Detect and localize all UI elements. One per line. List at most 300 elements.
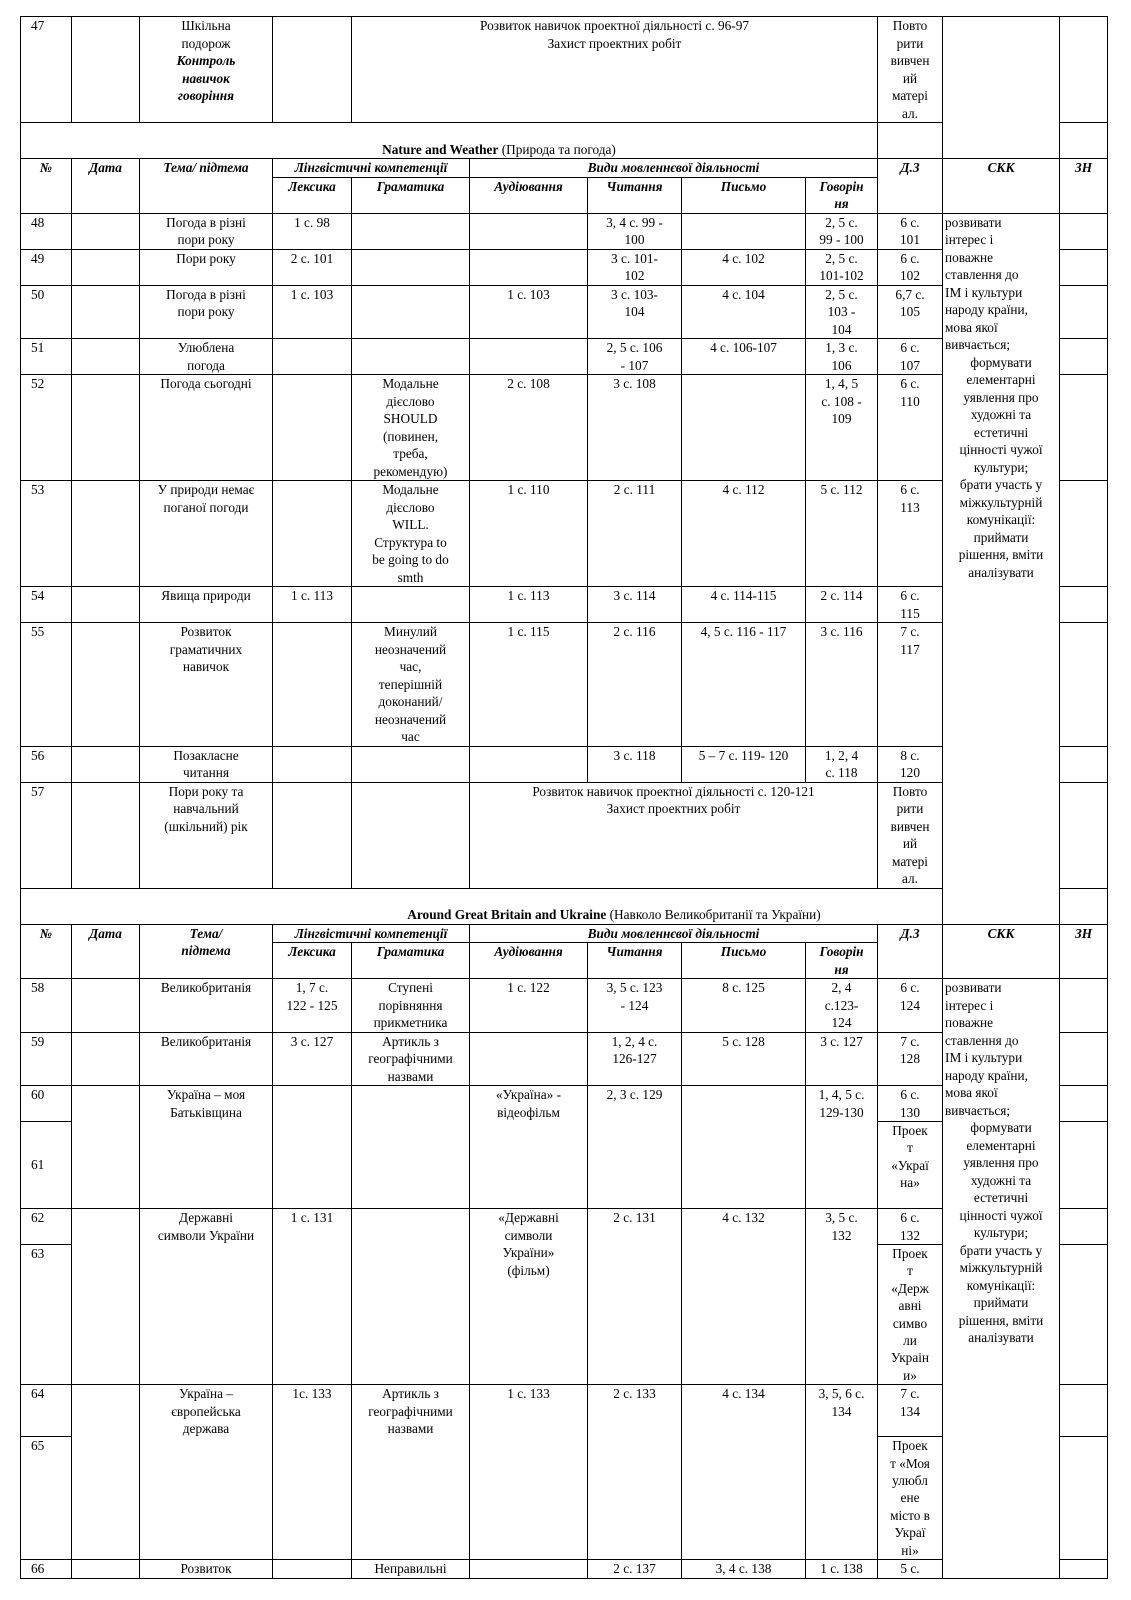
lesson-number: 61 [21,1122,72,1209]
lexis-cell [273,1385,352,1560]
listening-cell [470,1385,588,1560]
cell-line: Явища природи [161,588,251,603]
cell-line: 5 с. 128 [722,1033,765,1049]
cell-line: Пори року [176,250,236,266]
cell-line: 4 с. 106-107 [710,340,777,355]
skk-line: розвивати [945,980,1002,995]
section-row [21,888,1108,924]
cell-line: місто в [890,1507,930,1523]
lesson-number: 65 [21,1437,72,1560]
grammar-cell [352,623,470,747]
speaking-cell [806,1086,878,1209]
cell-line: 7 с. [900,1386,920,1402]
cell-line: smth [397,569,424,585]
cell-line: 3, 5 с. [825,1210,858,1225]
homework-cell [878,17,943,123]
lesson-plan-sheet [20,16,1108,1579]
lesson-number: 66 [21,1560,72,1579]
homework-cell [878,1245,943,1385]
cell-line: географічними [368,1051,453,1066]
skk-line: інтерес і [945,997,994,1013]
cell-line: Тема/ [189,925,223,941]
cell-line: дієслово [386,393,435,409]
date-cell [72,285,140,339]
header-ling: Лінгвістичні компетенції [273,924,470,943]
cell-line: рити [896,35,924,51]
skk-cell [943,17,1060,159]
listening-cell [470,746,588,782]
cell-line: 5 с. 112 [820,482,863,497]
cell-line: 113 [900,499,920,515]
cell-line: «Украї [891,1157,929,1173]
cell-line: порівняння [378,997,443,1013]
reading-cell [588,1032,682,1086]
cell-line: Захист проектних робіт [606,801,741,816]
cell-line: Розвиток навичок проектної діяльності с. 96-97 [480,18,749,33]
homework-cell [878,979,943,1033]
grammar-cell [352,249,470,285]
date-cell [72,1209,140,1385]
listening-cell [470,481,588,587]
header-write: Письмо [682,177,806,213]
writing-cell [682,1385,806,1560]
listening-cell [470,979,588,1033]
zn-cell [1060,1032,1108,1086]
cell-line: подорож [181,35,231,51]
cell-line: 1 с. 103 [290,286,334,302]
date-cell [72,375,140,481]
project-cell [470,782,878,888]
cell-line: 3 с. 127 [820,1033,863,1049]
zn-cell [1060,339,1108,375]
cell-line: Погода в різні [166,214,246,230]
table-row [21,979,1108,1033]
grammar-cell [352,1086,470,1209]
cell-line: 110 [900,393,920,409]
cell-line: Розвиток [180,1561,232,1577]
header-skk: СКК [943,159,1060,214]
cell-line: 128 [900,1051,920,1066]
cell-line: 6 с. [900,1210,920,1225]
cell-line: 132 [831,1227,852,1243]
skk-line: формувати [970,354,1032,370]
topic-cell [140,285,273,339]
skk-line: ставлення до [945,1032,1019,1048]
date-cell [72,1560,140,1579]
header-speech: Види мовленнєвої діяльності [470,924,878,943]
cell-line: 2 с. 131 [613,1210,656,1225]
cell-line: Погода в різні [166,286,246,302]
reading-cell [588,1209,682,1385]
cell-line: Ступені [388,980,433,995]
listening-cell [470,1560,588,1579]
header-speech: Види мовленнєвої діяльності [470,159,878,178]
cell-line: 1 с. 133 [507,1386,550,1402]
cell-line: Говорін [819,178,864,194]
topic-cell [140,587,273,623]
cell-line: 2 с. 133 [613,1386,656,1402]
cell-line: «Державні [498,1210,559,1225]
cell-line: назвами [387,1421,434,1437]
cell-line: ал. [902,871,918,886]
cell-line: 124 [831,1015,852,1030]
header-gram: Граматика [352,943,470,979]
cell-line: Захист проектних робіт [547,35,682,51]
zn-cell [1060,782,1108,888]
header-num: № [21,159,72,214]
grammar-cell [352,1560,470,1579]
cell-line: назвами [387,1068,434,1084]
cell-line: 100 [624,232,645,247]
lexis-cell [273,1560,352,1579]
cell-line: доконаний/ [378,694,443,709]
cell-line: Україна – моя [166,1087,246,1102]
skk-line: елементарні [966,372,1036,387]
listening-cell [470,1209,588,1385]
cell-line: 4 с. 102 [722,250,765,266]
cell-line: 3 с. 101- [611,250,658,266]
section-title-rest: (Навколо Великобританії та України) [606,907,821,922]
cell-line: 106 [831,357,852,373]
grammar-cell [352,746,470,782]
lexis-cell [273,285,352,339]
cell-line: 1, 3 с. [825,340,858,355]
cell-line: Розвиток [180,624,232,639]
cell-line: 2, 5 с. 106 [606,340,663,355]
cell-line: Украін [890,1350,930,1366]
grammar-cell [352,285,470,339]
header-read: Читання [588,943,682,979]
topic-cell [140,979,273,1033]
speaking-cell [806,746,878,782]
lexis-cell [273,17,352,123]
cell-line: 124 [900,997,920,1013]
date-cell [72,746,140,782]
lesson-number: 52 [21,375,72,481]
cell-line: час [401,729,420,744]
zn-cell [1060,623,1108,747]
skk-line: елементарні [966,1137,1036,1153]
grammar-cell [352,1032,470,1086]
grammar-cell [352,1385,470,1560]
lesson-number: 59 [21,1032,72,1086]
homework-cell [878,123,943,159]
cell-line: 2 с. 116 [613,624,656,639]
cell-line: Минулий [384,624,437,639]
lesson-number: 47 [21,17,72,123]
cell-line: 6 с. [900,214,920,230]
homework-cell [878,1209,943,1245]
cell-line: 6 с. [900,588,920,603]
cell-line: 4 с. 132 [722,1210,765,1225]
cell-line: 102 [900,268,920,283]
zn-cell [1060,1122,1108,1209]
date-cell [72,1032,140,1086]
skk-line: уявлення про [963,1155,1039,1170]
cell-line: Неправильні [374,1561,447,1577]
cell-line: час, [399,659,422,674]
cell-line: 134 [900,1403,920,1419]
cell-line: улюбл [892,1473,928,1489]
skk-line: аналізувати [968,564,1034,580]
skk-line: комунікації: [966,1277,1036,1293]
cell-line: с.123- [824,997,859,1013]
cell-line: Модальне [382,482,439,497]
date-cell [72,782,140,888]
cell-line: підтема [181,943,231,958]
reading-cell [588,249,682,285]
homework-cell [878,1385,943,1437]
cell-line: 2, 4 [831,980,852,995]
cell-line: 1 с. 122 [507,980,550,995]
lexis-cell [273,782,352,888]
zn-cell [1060,249,1108,285]
homework-cell [878,1032,943,1086]
header-write: Письмо [682,943,806,979]
header-aud: Аудіювання [470,943,588,979]
skk-line: розвивати [945,214,1002,230]
header-hw: Д.З [878,159,943,214]
lesson-number: 63 [21,1245,72,1385]
lesson-number: 64 [21,1385,72,1437]
cell-line: 132 [900,1227,920,1243]
cell-line: говоріння [178,88,234,103]
homework-cell [878,1560,943,1579]
cell-line: ий [902,70,918,86]
cell-line: 122 - 125 [286,997,338,1013]
speaking-cell [806,213,878,249]
cell-line: Великобританія [160,1033,252,1049]
date-cell [72,17,140,123]
topic-cell [140,1385,273,1560]
zn-cell [1060,375,1108,481]
grammar-cell [352,481,470,587]
homework-cell [878,339,943,375]
grammar-cell [352,587,470,623]
date-cell [72,979,140,1033]
cell-line: прикметника [373,1015,448,1030]
cell-line: Повто [892,783,928,799]
lexis-cell [273,746,352,782]
reading-cell [588,213,682,249]
section-title-rest: (Природа та погода) [498,141,616,157]
writing-cell [682,481,806,587]
zn-cell [1060,587,1108,623]
cell-line: 1с. 133 [292,1386,332,1402]
homework-cell [878,782,943,888]
cell-line: Украї [894,1525,926,1541]
cell-line: Україна – [179,1386,233,1402]
lexis-cell [273,1209,352,1385]
cell-line: 2, 5 с. [825,214,858,230]
cell-line: 1 с. 103 [507,286,550,302]
cell-line: Погода сьогодні [160,376,252,391]
cell-line: 3, 5 с. 123 [606,980,663,995]
cell-line: 1, 2, 4 [824,747,859,763]
cell-line: 3, 5, 6 с. [818,1386,865,1402]
listening-cell [470,375,588,481]
cell-line: поганої погоди [163,499,249,515]
lesson-number: 53 [21,481,72,587]
zn-cell [1060,1086,1108,1122]
cell-line: 2, 3 с. 129 [606,1087,663,1102]
section-title [21,888,1108,924]
cell-line: 8 с. 125 [722,980,765,995]
cell-line: України» [502,1245,555,1260]
topic-cell [140,1560,273,1579]
cell-line: читання [182,765,230,780]
cell-line: рекомендую) [373,463,448,479]
cell-line: т «Моя [890,1455,930,1471]
cell-line: Говорін [819,944,864,959]
cell-line: неозначений [374,711,447,727]
topic-cell [140,17,273,123]
cell-line: 1, 4, 5 с. [818,1087,865,1102]
skk-line: міжкультурній [959,494,1043,510]
skk-line: народу країни, [945,1067,1028,1083]
lesson-number: 48 [21,213,72,249]
header-read: Читання [588,177,682,213]
section-title [21,123,878,159]
reading-cell [588,481,682,587]
cell-line: - 107 [620,357,649,373]
cell-line: 5 с. [900,1561,920,1577]
cell-line: теперішній [378,676,443,692]
date-cell [72,1385,140,1560]
lexis-cell [273,213,352,249]
skk-line: вивчається; [945,337,1011,352]
cell-line: пори року [177,232,235,247]
lesson-number: 49 [21,249,72,285]
zn-cell [1060,1385,1108,1437]
skk-line: естетичні [973,1190,1029,1205]
cell-line: Проек [892,1438,928,1454]
cell-line: У природи немає [157,482,255,497]
lesson-number: 50 [21,285,72,339]
skk-line: естетичні [973,424,1029,440]
cell-line: європейська [171,1403,241,1419]
cell-line: 3, 4 с. 99 - [606,214,663,230]
reading-cell [588,1560,682,1579]
table-row [21,213,1108,249]
zn-cell [1060,213,1108,249]
reading-cell [588,375,682,481]
lesson-number: 55 [21,623,72,747]
cell-line: 129-130 [819,1104,864,1120]
cell-line: матері [892,853,928,869]
lexis-cell [273,979,352,1033]
lesson-plan-table [20,16,1108,1579]
cell-line: географічними [368,1403,453,1419]
cell-line: 6 с. [900,482,920,497]
cell-line: симво [892,1315,928,1331]
lexis-cell [273,1032,352,1086]
header-zn: ЗН [1060,924,1108,979]
lesson-number: 57 [21,782,72,888]
cell-line: Улюблена [177,340,235,355]
lexis-cell [273,481,352,587]
writing-cell [682,339,806,375]
cell-line: держава [182,1421,230,1437]
cell-line: 99 - 100 [819,232,864,247]
cell-line: Проек [892,1123,928,1138]
speaking-cell [806,1032,878,1086]
header-hw: Д.З [878,924,943,979]
writing-cell [682,623,806,747]
cell-line: 105 [900,304,920,319]
date-cell [72,481,140,587]
cell-line: SHOULD [383,411,438,426]
zn-cell [1060,123,1108,159]
skk-line: мова якої [945,319,998,335]
skk-line: поважне [945,1015,993,1030]
cell-line: 1 с. 138 [820,1561,863,1577]
date-cell [72,623,140,747]
cell-line: с. 118 [825,765,858,780]
grammar-cell [352,979,470,1033]
skk-line: культури; [973,459,1029,475]
cell-line: 1 с. 131 [290,1210,334,1225]
cell-line: навичок [182,70,230,86]
lesson-number: 51 [21,339,72,375]
writing-cell [682,1086,806,1209]
cell-line: 115 [900,605,920,621]
lexis-cell [273,623,352,747]
cell-line: 6 с. [900,250,920,266]
cell-line: «Держ [891,1280,929,1296]
cell-line: 120 [900,765,920,780]
cell-line: 1 с. 115 [507,624,550,639]
header-speak [806,943,878,979]
section-title-bold: Around Great Britain and Ukraine [407,907,607,922]
topic-cell [140,782,273,888]
cell-line: (фільм) [507,1262,550,1278]
cell-line: 1 с. 113 [291,588,333,603]
speaking-cell [806,249,878,285]
skk-line: ІМ і культури [945,1050,1023,1065]
lexis-cell [273,1086,352,1209]
cell-line: ня [834,196,849,211]
homework-cell [878,746,943,782]
zn-cell [1060,285,1108,339]
listening-cell [470,1032,588,1086]
cell-line: be going to do [372,552,449,567]
cell-line: 117 [900,641,920,657]
topic-cell [140,213,273,249]
homework-cell [878,249,943,285]
header-topic [140,924,273,979]
skk-line: рішення, вміти [958,547,1044,562]
cell-line: 2, 5 с. [825,286,858,302]
cell-line: ий [902,836,918,851]
cell-line: 2 с. 114 [820,588,863,603]
speaking-cell [806,587,878,623]
header-lex: Лексика [273,943,352,979]
cell-line: рити [896,801,924,816]
cell-line: 2, 5 с. [825,250,858,266]
listening-cell [470,587,588,623]
cell-line: 2 с. 101 [290,250,334,266]
homework-cell [878,213,943,249]
date-cell [72,1086,140,1209]
skk-cell [1060,1560,1108,1579]
cell-line: 2 с. 137 [613,1561,656,1577]
reading-cell [588,1086,682,1209]
speaking-cell [806,339,878,375]
cell-line: Розвиток навичок проектної діяльності с. 120-121 [532,783,815,799]
skk-line: поважне [945,249,993,265]
zn-cell [1060,481,1108,587]
